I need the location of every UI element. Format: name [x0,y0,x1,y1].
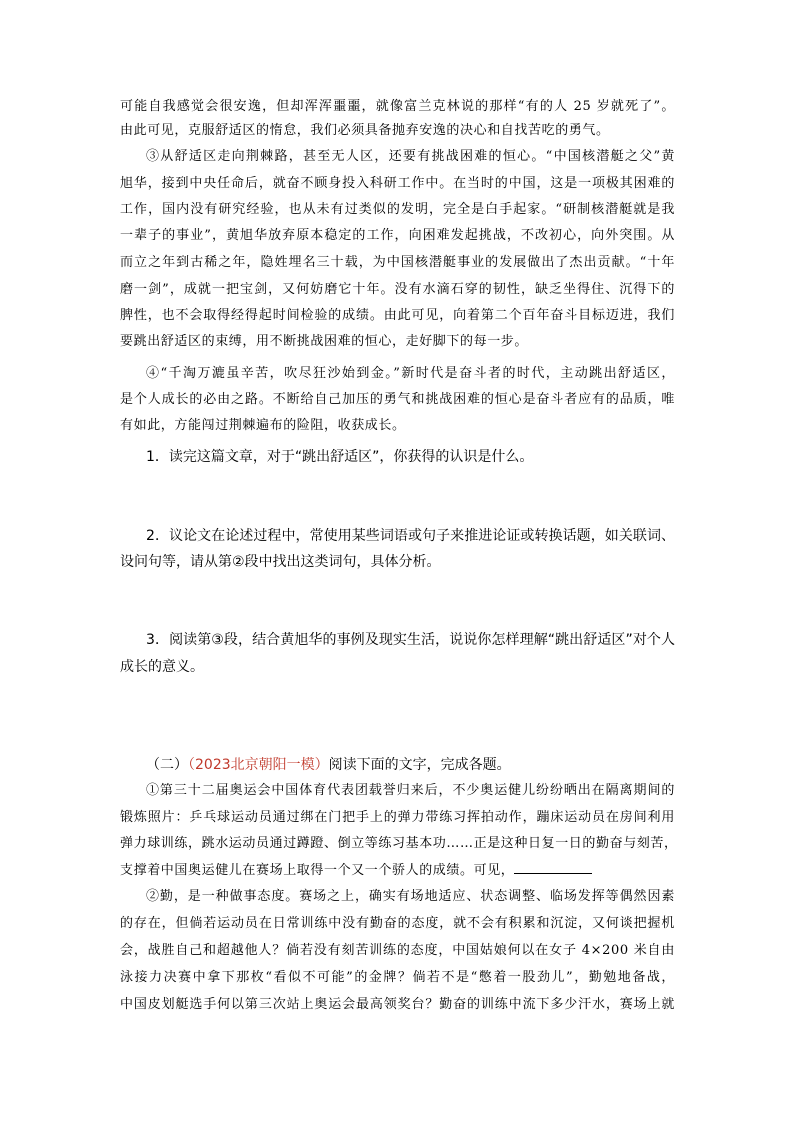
passage1-line-1: 可能自我感觉会很安逸，但却浑浑噩噩，就像富兰克林说的那样“有的人 25 岁就死了”。 [120,99,675,114]
passage1-line-4: 旭华，接到中央任命后，就奋不顾身投入科研工作中。在当时的中国，这是一项极其困难的 [120,176,675,191]
question-2-line-2: 设问句等，请从第②段中找出这类词句，具体分析。 [120,554,441,570]
question-3-line-1: 3．阅读第③段，结合黄旭华的事例及现实生活，说说你怎样理解“跳出舒适区”对个人 [146,632,675,648]
question-2-line-1: 2．议论文在论述过程中，常使用某些词语或句子来推进论证或转换话题，如关联词、 [146,528,675,544]
passage1-line-8: 磨一剑”，成就一把宝剑，又何妨磨它十年。没有水滴石穿的韧性，缺乏坐得住、沉得下的 [120,282,675,297]
passage1-line-10: 要跳出舒适区的束缚，用不断挑战困难的恒心，走好脚下的每一步。 [120,334,529,349]
passage2-line-1: ①第三十二届奥运会中国体育代表团载誉归来后，不少奥运健儿纷纷晒出在隔离期间的 [146,783,675,798]
answer-blank[interactable] [514,860,592,874]
passage1-line-6: 一辈子的事业”，黄旭华放弃原本稳定的工作，向困难发起挑战，不改初心，向外突围。从 [120,228,675,243]
passage2-line-7: 会，战胜自己和超越他人？倘若没有刻苦训练的态度，中国姑娘何以在女子 4×200 米自由 [120,943,675,958]
question-1: 1．读完这篇文章，对于“跳出舒适区”，你获得的认识是什么。 [146,449,534,465]
passage2-line-3: 弹力球训练，跳水运动员通过蹲蹬、倒立等练习基本功……正是这种日复一日的勤奋与刻苦， [120,836,678,851]
passage2-line-2: 锻炼照片：乒乓球运动员通过绑在门把手上的弹力带练习挥拍动作，蹦床运动员在房间利用 [120,810,675,825]
passage1-line-12: 是个人成长的必由之路。不断给自己加压的勇气和挑战困难的恒心是奋斗者应有的品质，唯 [120,392,675,407]
passage1-line-2: 由此可见，克服舒适区的惰怠，我们必须具备抛弃安逸的决心和自找苦吃的勇气。 [120,123,610,138]
passage2-line-6: 的存在，但倘若运动员在日常训练中没有勤奋的态度，就不会有积累和沉淀，又何谈把握机 [120,916,675,931]
section-2-prefix: （二） [146,757,188,773]
passage1-line-9: 脾性，也不会取得经得起时间检验的成绩。由此可见，向着第二个百年奋斗目标迈进，我们 [120,308,675,323]
section-2-source: （2023北京朝阳一模） [188,757,329,773]
passage1-line-11: ④“千淘万漉虽辛苦，吹尽狂沙始到金。”新时代是奋斗者的时代，主动跳出舒适区， [146,366,675,381]
section-2-instruction: 阅读下面的文字，完成各题。 [328,757,511,773]
question-3-line-2: 成长的意义。 [120,659,204,675]
passage2-line-4 [120,860,592,881]
passage1-line-3: ③从舒适区走向荆棘路，甚至无人区，还要有挑战困难的恒心。“中国核潜艇之父”黄 [146,149,675,164]
passage1-line-13: 有如此，方能闯过荆棘遍布的险阻，收获成长。 [120,418,406,433]
passage1-line-7: 而立之年到古稀之年，隐姓埋名三十载，为中国核潜艇事业的发展做出了杰出贡献。“十年 [120,255,675,270]
passage2-line-8: 泳接力决赛中拿下那枚“看似不可能”的金牌？倘若不是“憋着一股劲儿”，勤勉地备战， [120,970,675,985]
section-2-heading [146,755,511,775]
passage2-line-9: 中国皮划艇选手何以第三次站上奥运会最高领奖台？勤奋的训练中流下多少汗水，赛场上就 [120,997,675,1012]
passage2-line-5: ②勤，是一种做事态度。赛场之上，确实有场地适应、状态调整、临场发挥等偶然因素 [146,889,675,904]
passage1-line-5: 工作，国内没有研究经验，也从未有过类似的发明，完全是白手起家。“研制核潜艇就是我 [120,202,675,217]
passage2-line-4-text: 支撑着中国奥运健儿在赛场上取得一个又一个骄人的成绩。可见， [120,863,515,878]
